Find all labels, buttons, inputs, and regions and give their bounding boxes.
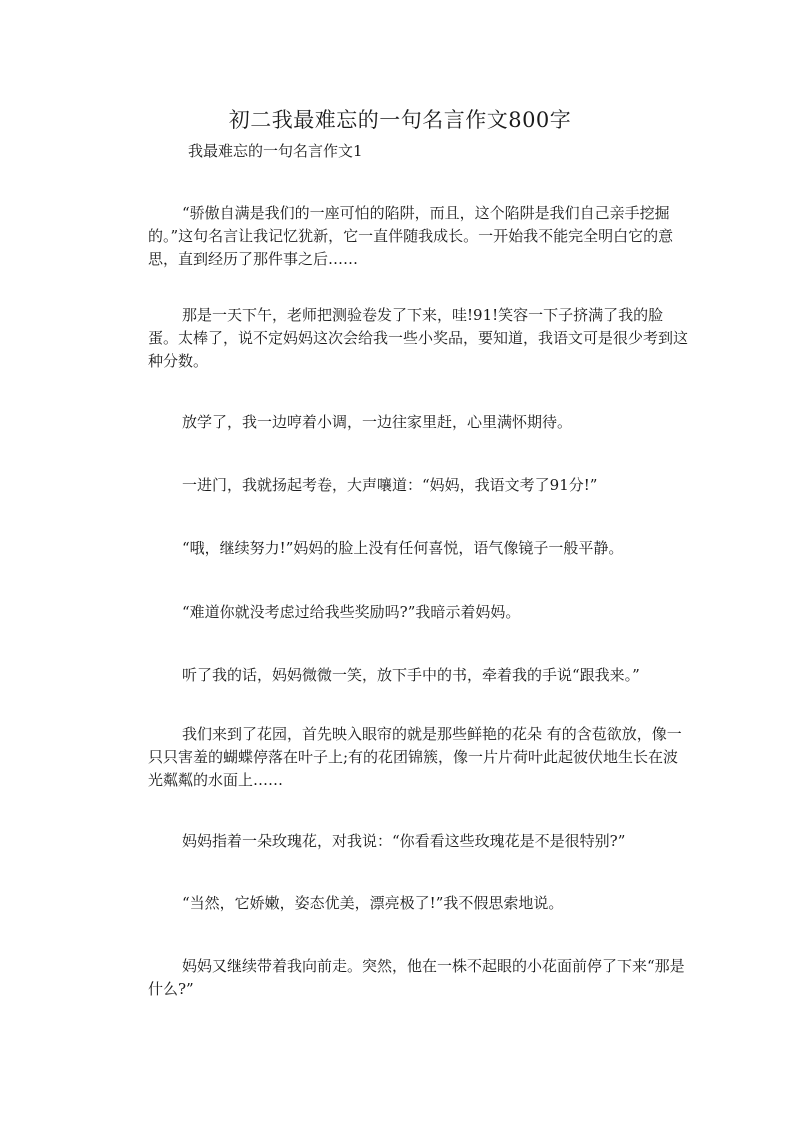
paragraph-1: “骄傲自满是我们的一座可怕的陷阱，而且，这个陷阱是我们自己亲手挖掘的。”这句名言让我记忆犹新，它一直伴随我成长。一开始我不能完全明白它的意思，直到经历了那件事之后…… — [148, 204, 674, 268]
paragraph-4: 一进门，我就扬起考卷，大声嚷道：“妈妈，我语文考了91分!” — [182, 476, 598, 494]
paragraph-10: “当然，它娇嫩，姿态优美，漂亮极了!”我不假思索地说。 — [182, 894, 564, 912]
paragraph-5: “哦，继续努力!”妈妈的脸上没有任何喜悦，语气像镜子一般平静。 — [182, 539, 624, 557]
paragraph-9: 妈妈指着一朵玫瑰花，对我说：“你看看这些玫瑰花是不是很特别?” — [182, 832, 626, 850]
document-subtitle: 我最难忘的一句名言作文1 — [188, 142, 363, 160]
paragraph-8: 我们来到了花园，首先映入眼帘的就是那些鲜艳的花朵 有的含苞欲放，像一只只害羞的蝴蝶停落在叶子上;有的花团锦簇，像一片片荷叶此起彼伏地生长在波光粼粼的水面上…… — [148, 725, 682, 789]
document-title: 初二我最难忘的一句名言作文800字 — [228, 108, 572, 132]
paragraph-7: 听了我的话，妈妈微微一笑，放下手中的书，牵着我的手说“跟我来。” — [182, 666, 640, 684]
paragraph-6: “难道你就没考虑过给我些奖励吗?”我暗示着妈妈。 — [182, 603, 521, 621]
paragraph-2: 那是一天下午，老师把测验卷发了下来，哇!91!笑容一下子挤满了我的脸蛋。太棒了，说不定妈妈这次会给我一些小奖品，要知道，我语文可是很少考到这种分数。 — [148, 306, 689, 370]
paragraph-11: 妈妈又继续带着我向前走。突然，他在一株不起眼的小花面前停了下来“那是什么?” — [148, 957, 685, 998]
paragraph-3: 放学了，我一边哼着小调，一边往家里赶，心里满怀期待。 — [182, 413, 573, 431]
